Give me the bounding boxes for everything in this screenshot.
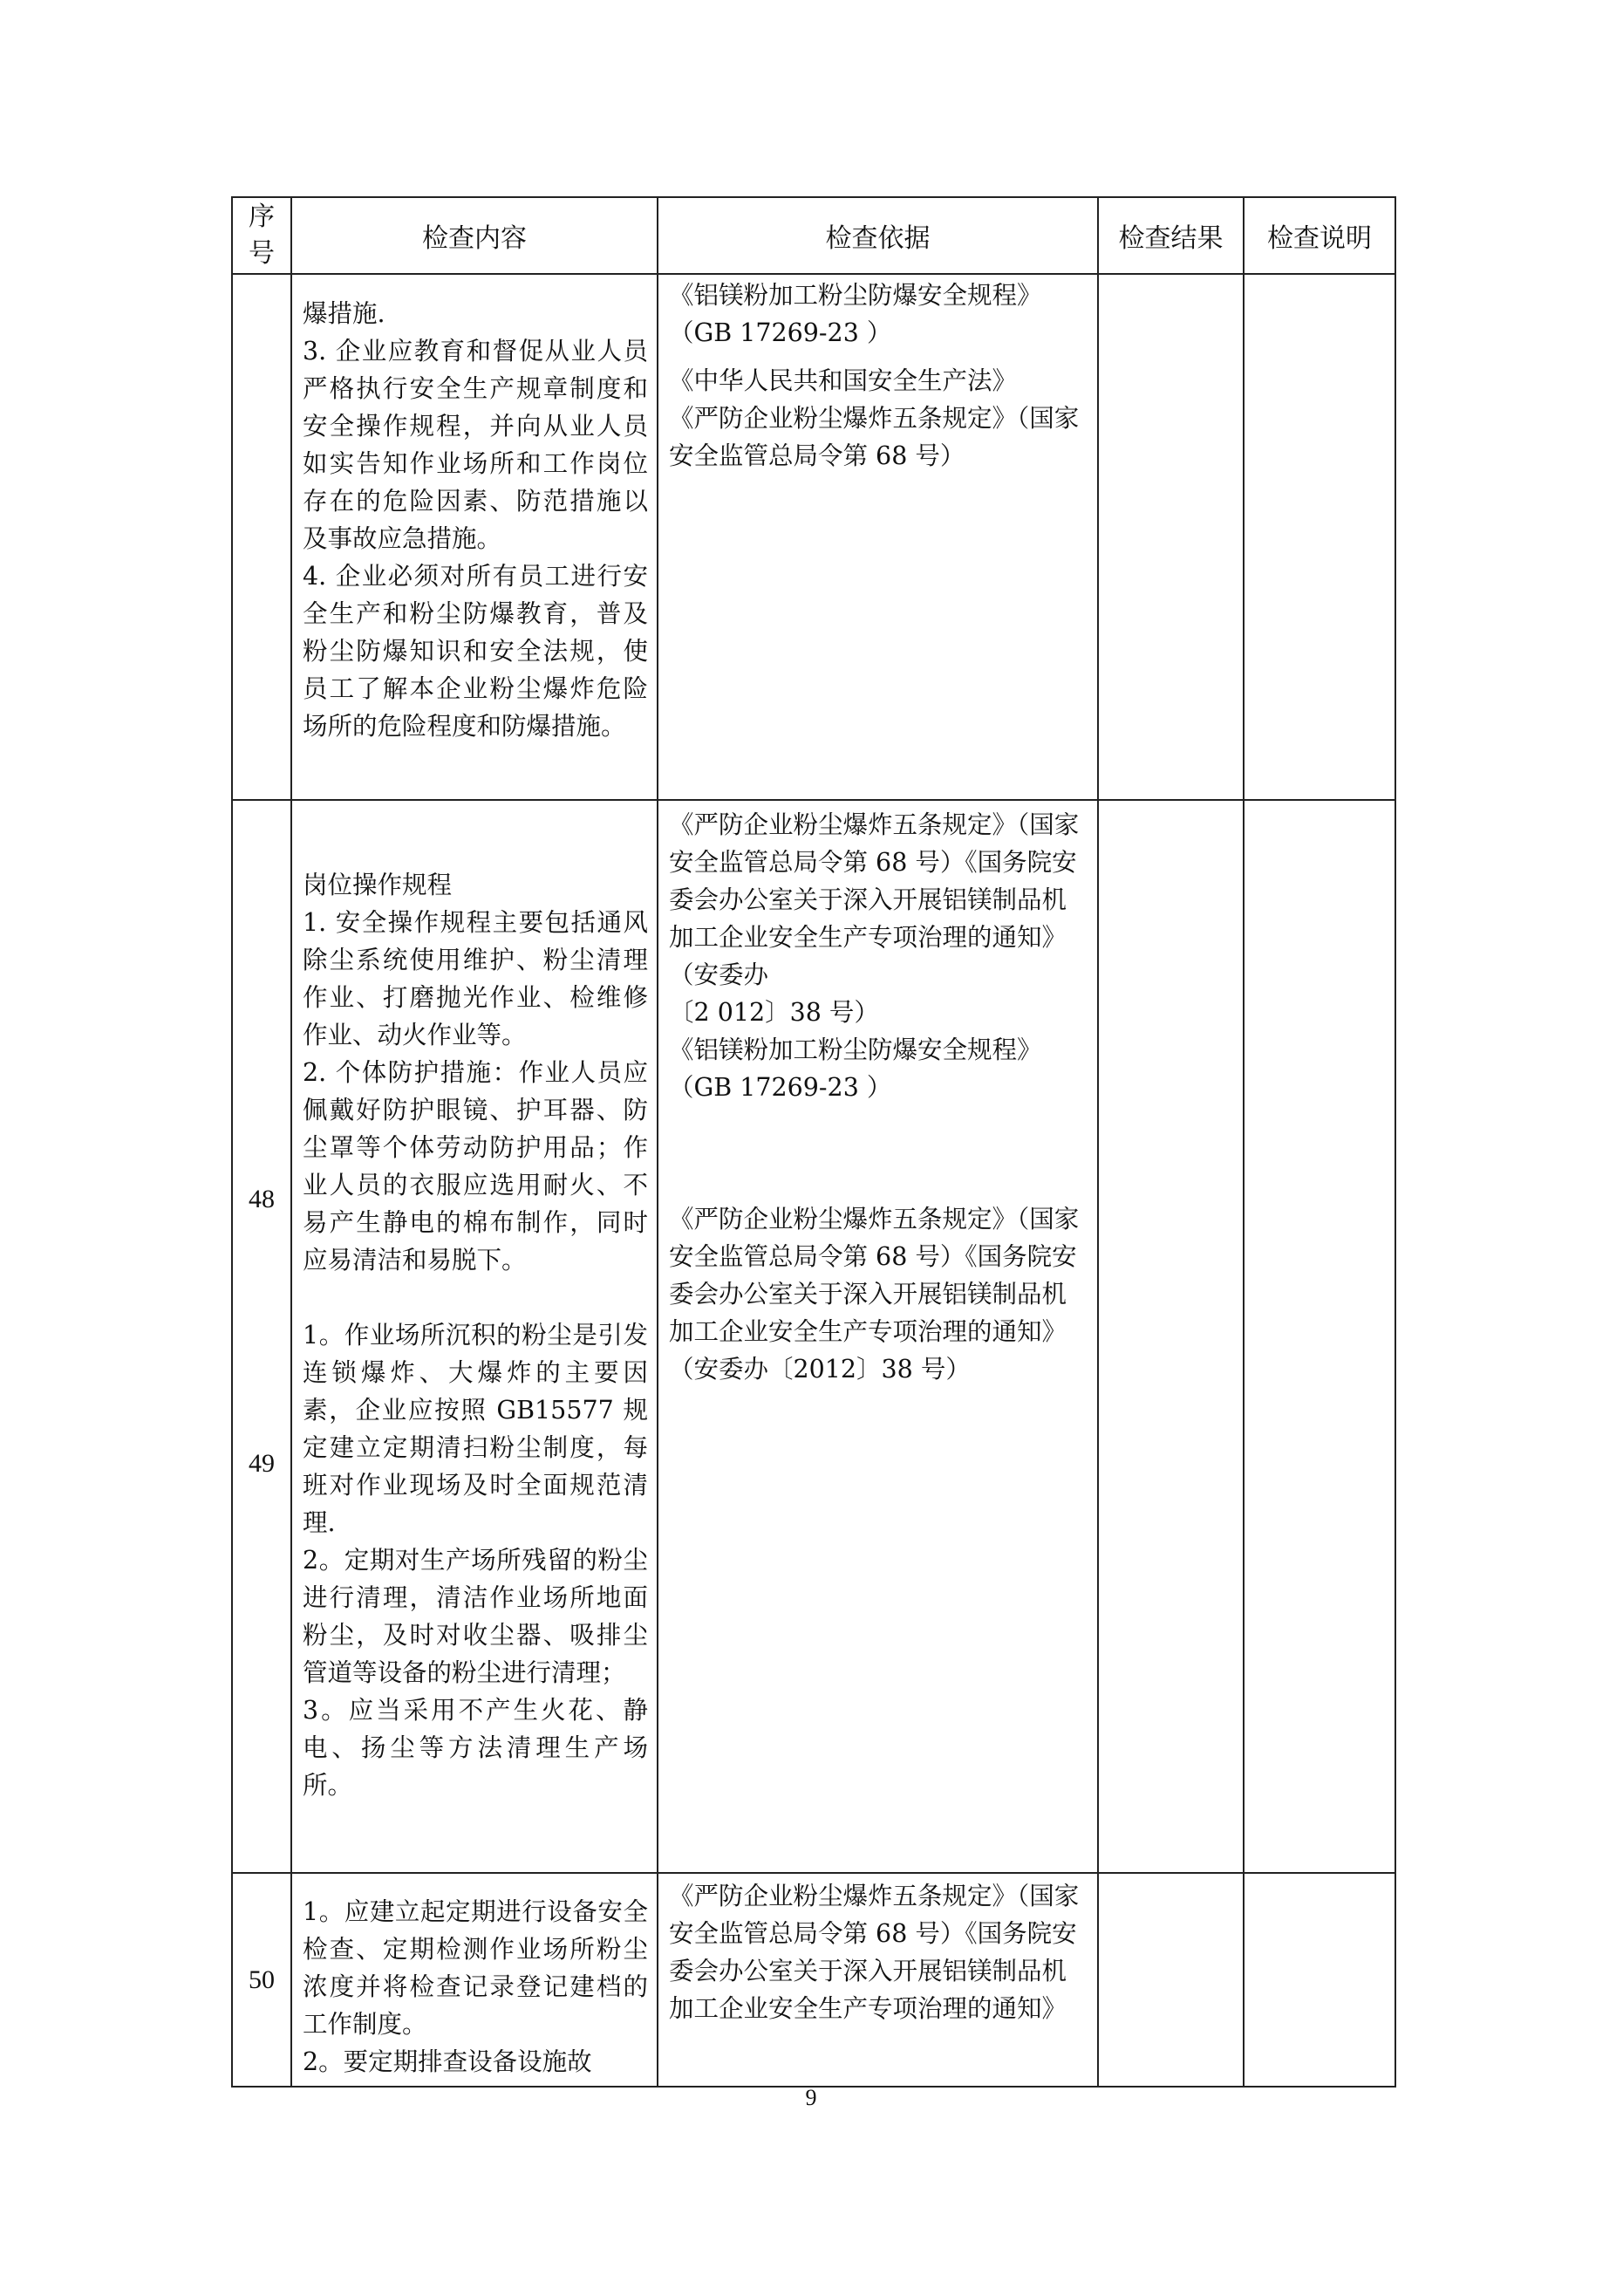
basis-cell bbox=[658, 800, 1098, 1873]
basis-cell bbox=[658, 274, 1098, 800]
content-cell bbox=[291, 800, 658, 1873]
content-line: 3。应当采用不产生火花、静电、扬尘等方法清理生产场所。 bbox=[303, 1696, 648, 1800]
basis-line: （安委办〔2012〕38 号） bbox=[669, 1355, 971, 1384]
content-cell bbox=[291, 1873, 658, 2087]
basis-line: 《严防企业粉尘爆炸五条规定》（国家安全监管总局令第 68 号）《国务院安委会办公室关于深入开展铝镁制品机加工企业安全生产专项治理的通知》 bbox=[669, 1205, 1080, 1346]
header-note: 检查说明 bbox=[1244, 197, 1395, 274]
basis-line: 《中华人民共和国安全生产法》 bbox=[669, 366, 1018, 395]
basis-line: 《铝镁粉加工粉尘防爆安全规程》（GB 17269-23 ） bbox=[669, 281, 1042, 347]
note-cell bbox=[1244, 274, 1395, 800]
content-line: 岗位操作规程 bbox=[303, 871, 453, 899]
content-line: 1. 安全操作规程主要包括通风除尘系统使用维护、粉尘清理作业、打磨抛光作业、检维修作业、动火作业等。 bbox=[303, 908, 648, 1049]
table-row bbox=[232, 800, 1395, 1873]
table-row bbox=[232, 1873, 1395, 2087]
result-cell bbox=[1098, 1873, 1244, 2087]
note-cell bbox=[1244, 800, 1395, 1873]
basis-line: 《铝镁粉加工粉尘防爆安全规程》（GB 17269-23 ） bbox=[669, 1035, 1042, 1102]
basis-line: 《严防企业粉尘爆炸五条规定》（国家安全监管总局令第 68 号）《国务院安委会办公室关于深入开展铝镁制品机加工企业安全生产专项治理的通知》 bbox=[669, 1882, 1080, 2023]
table-row bbox=[232, 274, 1395, 800]
header-seq: 序 号 bbox=[232, 197, 291, 274]
content-cell bbox=[291, 274, 658, 800]
header-row bbox=[232, 197, 1395, 274]
header-basis: 检查依据 bbox=[658, 197, 1098, 274]
result-cell bbox=[1098, 274, 1244, 800]
content-line: 2. 个体防护措施：作业人员应佩戴好防护眼镜、护耳器、防尘罩等个体劳动防护用品；作业人员的衣服应选用耐火、不易产生静电的棉布制作，同时应易清洁和易脱下。 bbox=[303, 1058, 648, 1274]
seq-number-49: 49 bbox=[249, 1449, 275, 1478]
basis-line: 《严防企业粉尘爆炸五条规定》（国家安全监管总局令第 68 号） bbox=[669, 404, 1080, 470]
content-line: 1。作业场所沉积的粉尘是引发连锁爆炸、大爆炸的主要因素，企业应按照 GB15577 规定建立定期清扫粉尘制度，每班对作业现场及时全面规范清理. bbox=[303, 1321, 648, 1537]
content-line: 1。应建立起定期进行设备安全检查、定期检测作业场所粉尘浓度并将检查记录登记建档的工作制度。 bbox=[303, 1897, 648, 2039]
content-line: 爆措施. bbox=[303, 299, 385, 328]
header-result: 检查结果 bbox=[1098, 197, 1244, 274]
result-cell bbox=[1098, 800, 1244, 1873]
inspection-table bbox=[231, 196, 1396, 2088]
content-line: 3. 企业应教育和督促从业人员严格执行安全生产规章制度和安全操作规程，并向从业人员如实告知作业场所和工作岗位存在的危险因素、防范措施以及事故应急措施。 bbox=[303, 337, 648, 553]
page-number: 9 bbox=[805, 2085, 817, 2110]
content-line: 2。定期对生产场所残留的粉尘进行清理，清洁作业场所地面粉尘，及时对收尘器、吸排尘管道等设备的粉尘进行清理； bbox=[303, 1546, 648, 1687]
seq-cell bbox=[232, 274, 291, 800]
header-content: 检查内容 bbox=[291, 197, 658, 274]
seq-cell bbox=[232, 800, 291, 1873]
seq-number-48: 48 bbox=[249, 1185, 275, 1213]
basis-line: 《严防企业粉尘爆炸五条规定》（国家安全监管总局令第 68 号）《国务院安委会办公室关于深入开展铝镁制品机加工企业安全生产专项治理的通知》（安委办 bbox=[669, 810, 1080, 989]
basis-line: 〔2 012〕38 号） bbox=[669, 998, 879, 1027]
content-line: 4. 企业必须对所有员工进行安全生产和粉尘防爆教育，普及粉尘防爆知识和安全法规，使员工了解本企业粉尘爆炸危险场所的危险程度和防爆措施。 bbox=[303, 562, 648, 741]
basis-cell bbox=[658, 1873, 1098, 2087]
note-cell bbox=[1244, 1873, 1395, 2087]
content-line: 2。要定期排查设备设施故 bbox=[303, 2047, 592, 2076]
seq-cell: 50 bbox=[232, 1873, 291, 2087]
